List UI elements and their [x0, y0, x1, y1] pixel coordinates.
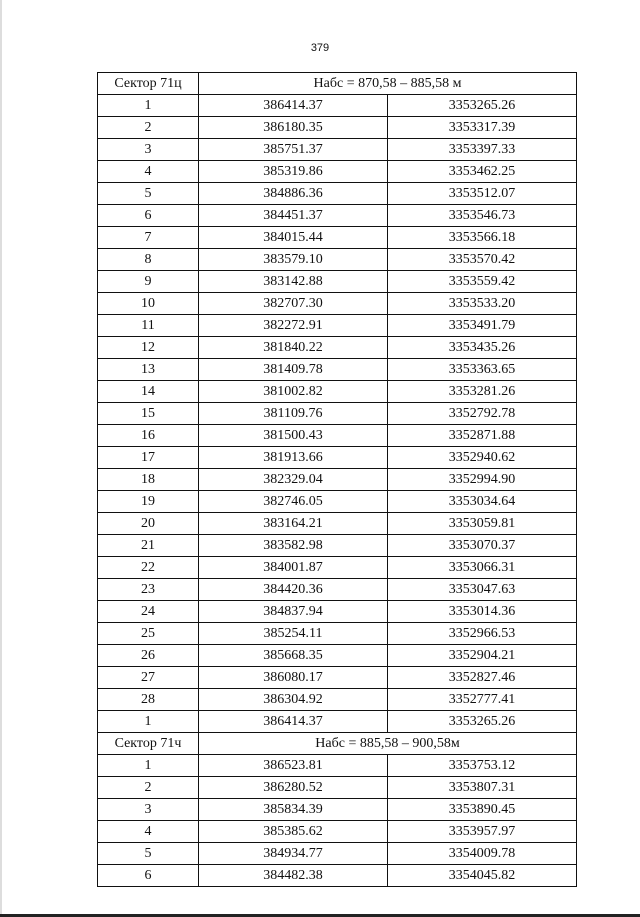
point-number-cell: 18: [98, 469, 199, 491]
point-number-cell: 24: [98, 601, 199, 623]
y-coordinate-cell: 3353807.31: [388, 777, 577, 799]
x-coordinate-cell: 382329.04: [199, 469, 388, 491]
y-coordinate-cell: 3353559.42: [388, 271, 577, 293]
y-coordinate-cell: 3352994.90: [388, 469, 577, 491]
table-row: [98, 865, 577, 887]
point-number-cell: 21: [98, 535, 199, 557]
x-coordinate-cell: 384837.94: [199, 601, 388, 623]
point-number-cell: 22: [98, 557, 199, 579]
point-number-cell: 2: [98, 777, 199, 799]
x-coordinate-cell: 383579.10: [199, 249, 388, 271]
section-label: Сектор 71ц: [98, 73, 199, 95]
y-coordinate-cell: 3353566.18: [388, 227, 577, 249]
x-coordinate-cell: 386180.35: [199, 117, 388, 139]
table-row: [98, 469, 577, 491]
y-coordinate-cell: 3353265.26: [388, 95, 577, 117]
point-number-cell: 1: [98, 711, 199, 733]
table-row: [98, 645, 577, 667]
y-coordinate-cell: 3353957.97: [388, 821, 577, 843]
point-number-cell: 1: [98, 95, 199, 117]
x-coordinate-cell: 385751.37: [199, 139, 388, 161]
point-number-cell: 5: [98, 843, 199, 865]
x-coordinate-cell: 381409.78: [199, 359, 388, 381]
table-row: [98, 447, 577, 469]
table-row: [98, 249, 577, 271]
table-row: [98, 403, 577, 425]
point-number-cell: 8: [98, 249, 199, 271]
x-coordinate-cell: 385254.11: [199, 623, 388, 645]
table-row: [98, 425, 577, 447]
point-number-cell: 2: [98, 117, 199, 139]
table-row: [98, 667, 577, 689]
x-coordinate-cell: 383582.98: [199, 535, 388, 557]
point-number-cell: 26: [98, 645, 199, 667]
table-row: [98, 843, 577, 865]
y-coordinate-cell: 3353317.39: [388, 117, 577, 139]
y-coordinate-cell: 3352827.46: [388, 667, 577, 689]
x-coordinate-cell: 382707.30: [199, 293, 388, 315]
point-number-cell: 7: [98, 227, 199, 249]
y-coordinate-cell: 3353397.33: [388, 139, 577, 161]
point-number-cell: 27: [98, 667, 199, 689]
point-number-cell: 17: [98, 447, 199, 469]
x-coordinate-cell: 381500.43: [199, 425, 388, 447]
point-number-cell: 10: [98, 293, 199, 315]
y-coordinate-cell: 3353265.26: [388, 711, 577, 733]
y-coordinate-cell: 3352777.41: [388, 689, 577, 711]
table-row: [98, 557, 577, 579]
table-row: [98, 513, 577, 535]
x-coordinate-cell: 384934.77: [199, 843, 388, 865]
scan-left-edge: [0, 0, 2, 917]
point-number-cell: 25: [98, 623, 199, 645]
y-coordinate-cell: 3353570.42: [388, 249, 577, 271]
x-coordinate-cell: 384420.36: [199, 579, 388, 601]
table-row: [98, 271, 577, 293]
y-coordinate-cell: 3354009.78: [388, 843, 577, 865]
x-coordinate-cell: 384886.36: [199, 183, 388, 205]
y-coordinate-cell: 3353533.20: [388, 293, 577, 315]
point-number-cell: 15: [98, 403, 199, 425]
y-coordinate-cell: 3352871.88: [388, 425, 577, 447]
x-coordinate-cell: 386080.17: [199, 667, 388, 689]
table-row: [98, 491, 577, 513]
y-coordinate-cell: 3352966.53: [388, 623, 577, 645]
x-coordinate-cell: 381109.76: [199, 403, 388, 425]
table-row: [98, 337, 577, 359]
point-number-cell: 4: [98, 821, 199, 843]
point-number-cell: 12: [98, 337, 199, 359]
table-row: [98, 711, 577, 733]
x-coordinate-cell: 385834.39: [199, 799, 388, 821]
x-coordinate-cell: 385385.62: [199, 821, 388, 843]
x-coordinate-cell: 385319.86: [199, 161, 388, 183]
table-row: [98, 117, 577, 139]
y-coordinate-cell: 3353281.26: [388, 381, 577, 403]
x-coordinate-cell: 383142.88: [199, 271, 388, 293]
section-header-row: [98, 733, 577, 755]
point-number-cell: 3: [98, 799, 199, 821]
point-number-cell: 23: [98, 579, 199, 601]
y-coordinate-cell: 3353546.73: [388, 205, 577, 227]
table-row: [98, 821, 577, 843]
x-coordinate-cell: 386523.81: [199, 755, 388, 777]
y-coordinate-cell: 3353034.64: [388, 491, 577, 513]
y-coordinate-cell: 3352940.62: [388, 447, 577, 469]
table-row: [98, 579, 577, 601]
table-row: [98, 799, 577, 821]
point-number-cell: 11: [98, 315, 199, 337]
x-coordinate-cell: 386304.92: [199, 689, 388, 711]
point-number-cell: 19: [98, 491, 199, 513]
table-row: [98, 381, 577, 403]
table-row: [98, 183, 577, 205]
y-coordinate-cell: 3352904.21: [388, 645, 577, 667]
point-number-cell: 16: [98, 425, 199, 447]
point-number-cell: 6: [98, 205, 199, 227]
table-row: [98, 535, 577, 557]
y-coordinate-cell: 3353070.37: [388, 535, 577, 557]
table-row: [98, 777, 577, 799]
coordinates-table-body: [98, 73, 577, 887]
x-coordinate-cell: 386414.37: [199, 711, 388, 733]
table-row: [98, 161, 577, 183]
x-coordinate-cell: 381840.22: [199, 337, 388, 359]
table-row: [98, 205, 577, 227]
y-coordinate-cell: 3353890.45: [388, 799, 577, 821]
y-coordinate-cell: 3352792.78: [388, 403, 577, 425]
y-coordinate-cell: 3353753.12: [388, 755, 577, 777]
table-row: [98, 601, 577, 623]
y-coordinate-cell: 3353047.63: [388, 579, 577, 601]
y-coordinate-cell: 3353491.79: [388, 315, 577, 337]
point-number-cell: 3: [98, 139, 199, 161]
point-number-cell: 4: [98, 161, 199, 183]
y-coordinate-cell: 3353435.26: [388, 337, 577, 359]
table-row: [98, 755, 577, 777]
x-coordinate-cell: 386414.37: [199, 95, 388, 117]
y-coordinate-cell: 3353512.07: [388, 183, 577, 205]
table-row: [98, 227, 577, 249]
section-elevation-range: Набс = 885,58 – 900,58м: [199, 733, 577, 755]
table-row: [98, 95, 577, 117]
y-coordinate-cell: 3353363.65: [388, 359, 577, 381]
point-number-cell: 14: [98, 381, 199, 403]
section-elevation-range: Набс = 870,58 – 885,58 м: [199, 73, 577, 95]
table-row: [98, 359, 577, 381]
table-row: [98, 315, 577, 337]
table-row: [98, 139, 577, 161]
table-row: [98, 293, 577, 315]
y-coordinate-cell: 3353066.31: [388, 557, 577, 579]
y-coordinate-cell: 3354045.82: [388, 865, 577, 887]
page-number: 379: [310, 42, 330, 54]
section-header-row: [98, 73, 577, 95]
x-coordinate-cell: 384451.37: [199, 205, 388, 227]
point-number-cell: 1: [98, 755, 199, 777]
x-coordinate-cell: 386280.52: [199, 777, 388, 799]
x-coordinate-cell: 385668.35: [199, 645, 388, 667]
y-coordinate-cell: 3353462.25: [388, 161, 577, 183]
y-coordinate-cell: 3353059.81: [388, 513, 577, 535]
x-coordinate-cell: 383164.21: [199, 513, 388, 535]
point-number-cell: 6: [98, 865, 199, 887]
section-label: Сектор 71ч: [98, 733, 199, 755]
y-coordinate-cell: 3353014.36: [388, 601, 577, 623]
x-coordinate-cell: 384001.87: [199, 557, 388, 579]
x-coordinate-cell: 382272.91: [199, 315, 388, 337]
x-coordinate-cell: 381913.66: [199, 447, 388, 469]
point-number-cell: 9: [98, 271, 199, 293]
x-coordinate-cell: 381002.82: [199, 381, 388, 403]
x-coordinate-cell: 384482.38: [199, 865, 388, 887]
x-coordinate-cell: 382746.05: [199, 491, 388, 513]
table-row: [98, 689, 577, 711]
point-number-cell: 28: [98, 689, 199, 711]
point-number-cell: 13: [98, 359, 199, 381]
table-row: [98, 623, 577, 645]
coordinates-table: [97, 72, 577, 887]
x-coordinate-cell: 384015.44: [199, 227, 388, 249]
point-number-cell: 5: [98, 183, 199, 205]
point-number-cell: 20: [98, 513, 199, 535]
